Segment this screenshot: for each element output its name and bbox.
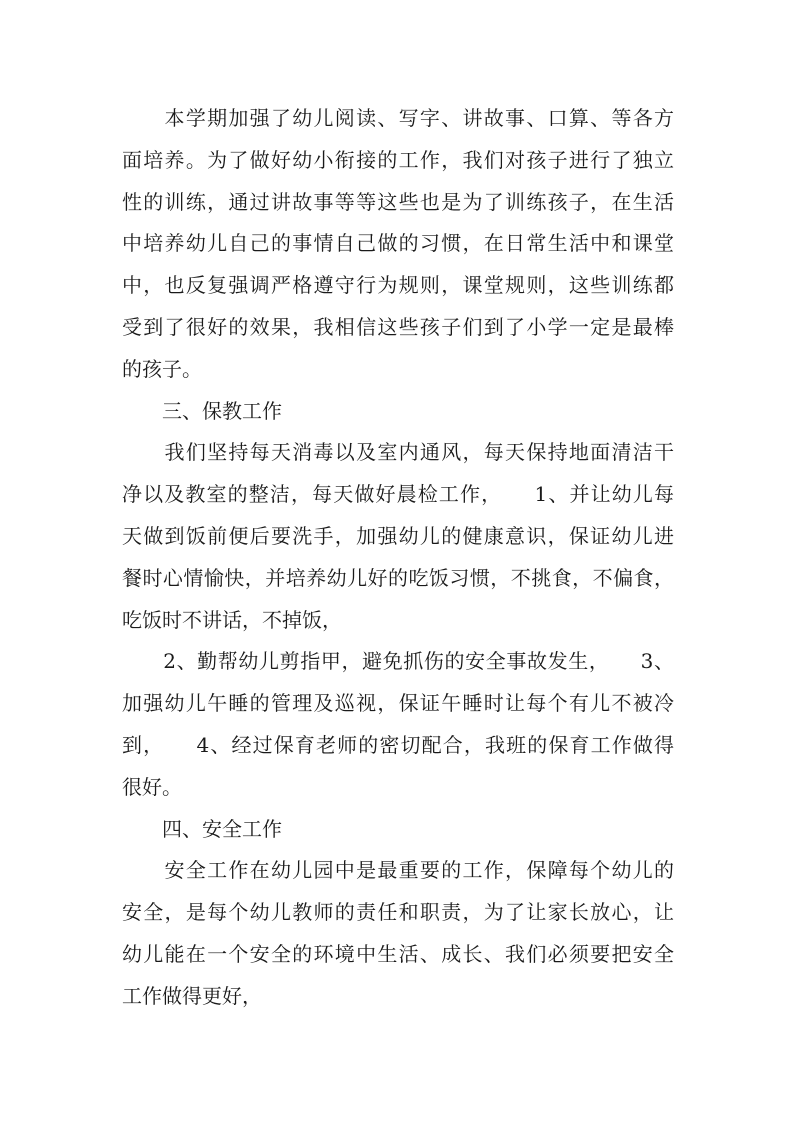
text-line: 本学期加强了幼儿阅读、写字、讲故事、口算、等各方 <box>122 106 674 130</box>
text-line: 面培养。为了做好幼小衔接的工作，我们对孩子进行了独立 <box>122 147 674 172</box>
text-line: 很好。 <box>122 774 182 799</box>
text-line: 到， 4、经过保育老师的密切配合，我班的保育工作做得 <box>122 732 674 757</box>
text-line: 净以及教室的整洁，每天做好晨检工作， 1、并让幼儿每 <box>122 482 674 507</box>
text-line: 幼儿能在一个安全的环境中生活、成长、我们必须要把安全 <box>122 941 674 966</box>
text-line: 的孩子。 <box>122 356 202 381</box>
document-body <box>122 98 674 1018</box>
text-line: 性的训练，通过讲故事等等这些也是为了训练孩子，在生活 <box>122 189 674 214</box>
text-line: 工作做得更好， <box>122 983 262 1008</box>
text-line: 中，也反复强调严格遵守行为规则，课堂规则，这些训练都 <box>122 273 674 298</box>
text-line: 安全工作在幼儿园中是最重要的工作，保障每个幼儿的 <box>122 858 674 883</box>
paragraph-4 <box>122 850 674 1017</box>
paragraph-2 <box>122 432 674 641</box>
text-line: 受到了很好的效果，我相信这些孩子们到了小学一定是最棒 <box>122 314 674 339</box>
paragraph-1 <box>122 98 674 391</box>
text-line: 2、勤帮幼儿剪指甲，避免抓伤的安全事故发生， 3、 <box>122 649 674 674</box>
text-line: 餐时心情愉快，并培养幼儿好的吃饭习惯，不挑食，不偏食， <box>122 565 674 590</box>
text-line: 安全，是每个幼儿教师的责任和职责，为了让家长放心，让 <box>122 900 674 925</box>
text-line: 吃饭时不讲话，不掉饭， <box>122 607 342 632</box>
section-heading-anquan: 四、安全工作 <box>122 816 282 841</box>
text-line: 加强幼儿午睡的管理及巡视，保证午睡时让每个有儿不被冷 <box>122 691 674 716</box>
paragraph-3 <box>122 641 674 808</box>
text-line: 我们坚持每天消毒以及室内通风，每天保持地面清洁干 <box>122 440 674 465</box>
text-line: 天做到饭前便后要洗手，加强幼儿的健康意识，保证幼儿进 <box>122 523 674 548</box>
text-line: 中培养幼儿自己的事情自己做的习惯，在日常生活中和课堂 <box>122 231 674 256</box>
section-heading-baojiao: 三、保教工作 <box>122 398 282 423</box>
